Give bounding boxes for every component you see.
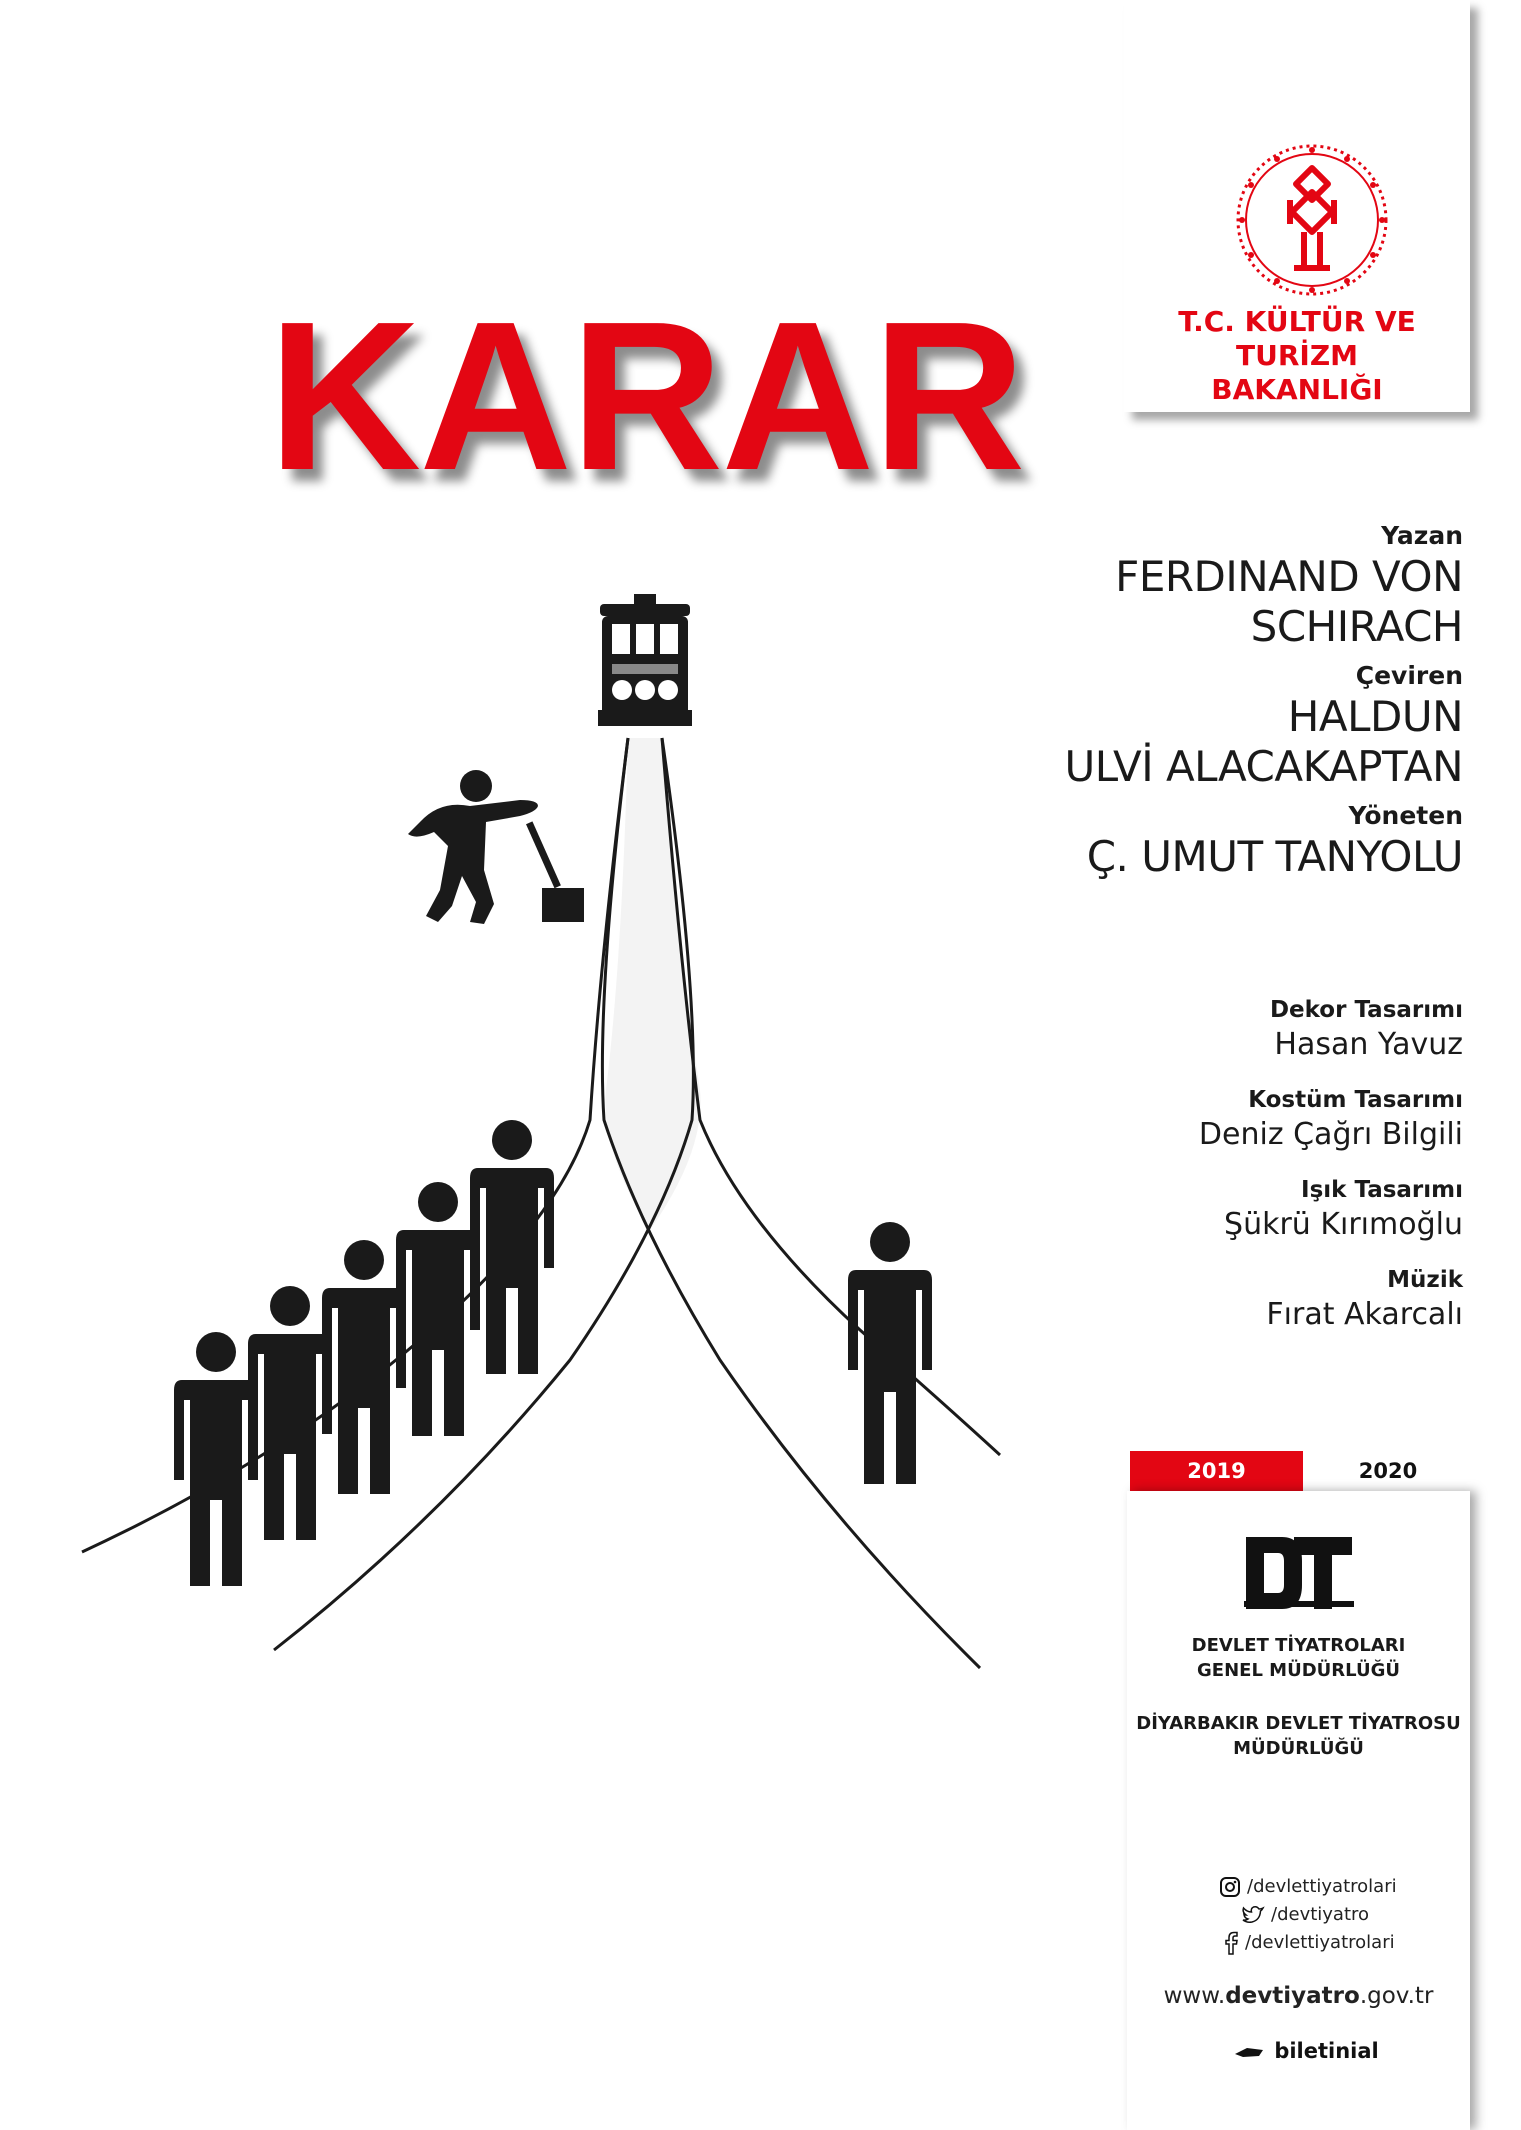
group-of-people bbox=[174, 1120, 554, 1586]
organization-box bbox=[1127, 1491, 1470, 2130]
social-facebook[interactable] bbox=[1219, 1929, 1397, 1957]
credit-role: Müzik bbox=[1387, 1267, 1463, 1293]
person-figure bbox=[322, 1240, 406, 1494]
social-instagram[interactable] bbox=[1219, 1873, 1397, 1901]
twitter-icon bbox=[1241, 1905, 1265, 1925]
ministry-box bbox=[1124, 0, 1470, 412]
credit-person: HALDUN bbox=[1287, 692, 1463, 741]
ministry-name-line1: T.C. KÜLTÜR VE TURİZM bbox=[1178, 305, 1416, 372]
credit-person: Şükrü Kırımoğlu bbox=[1224, 1207, 1463, 1242]
org-line1: DEVLET TİYATROLARI bbox=[1191, 1635, 1406, 1656]
twitter-handle: /devtiyatro bbox=[1271, 1904, 1370, 1925]
trolley-icon bbox=[598, 594, 692, 726]
credit-person: SCHIRACH bbox=[1250, 602, 1463, 651]
credit-role: Işık Tasarımı bbox=[1301, 1177, 1463, 1203]
org-line2: GENEL MÜDÜRLÜĞÜ bbox=[1197, 1660, 1400, 1681]
ticketing-name: biletinial bbox=[1274, 2039, 1379, 2063]
facebook-icon bbox=[1223, 1931, 1239, 1955]
dt-logo bbox=[1244, 1533, 1354, 1613]
credit-director bbox=[843, 800, 1463, 882]
ticket-icon bbox=[1233, 2044, 1267, 2060]
instagram-icon bbox=[1219, 1876, 1241, 1898]
website-domain: devtiyatro bbox=[1225, 1983, 1360, 2009]
credit-role: Çeviren bbox=[1355, 661, 1463, 690]
main-credits bbox=[843, 512, 1463, 882]
website-link[interactable] bbox=[1127, 1983, 1470, 2009]
ministry-seal-icon bbox=[1232, 140, 1392, 300]
social-links bbox=[1219, 1873, 1397, 1957]
design-credits bbox=[943, 975, 1463, 1335]
person-figure bbox=[396, 1182, 480, 1436]
credit-person: FERDINAND VON bbox=[1115, 552, 1463, 601]
play-title: KARAR bbox=[268, 277, 1024, 514]
instagram-handle: /devlettiyatrolari bbox=[1247, 1876, 1397, 1897]
credit-role: Kostüm Tasarımı bbox=[1248, 1087, 1463, 1113]
credit-person: Ç. UMUT TANYOLU bbox=[1086, 832, 1463, 881]
facebook-handle: /devlettiyatrolari bbox=[1245, 1932, 1395, 1953]
lone-person-icon bbox=[848, 1222, 932, 1484]
social-twitter[interactable] bbox=[1219, 1901, 1397, 1929]
season-end: 2020 bbox=[1358, 1459, 1418, 1483]
credit-person: Hasan Yavuz bbox=[1274, 1027, 1463, 1062]
ministry-name-line2: BAKANLIĞI bbox=[1211, 373, 1383, 406]
credit-role: Dekor Tasarımı bbox=[1269, 997, 1463, 1023]
credit-person: Deniz Çağrı Bilgili bbox=[1198, 1117, 1463, 1152]
credit-role: Yazan bbox=[1381, 521, 1463, 550]
org-line3: DİYARBAKIR DEVLET TİYATROSU bbox=[1136, 1713, 1461, 1734]
ticketing-logo[interactable] bbox=[1233, 2039, 1379, 2063]
credit-writer bbox=[843, 520, 1463, 652]
org-line4: MÜDÜRLÜĞÜ bbox=[1233, 1738, 1364, 1759]
credit-music bbox=[943, 1265, 1463, 1335]
credit-person: Fırat Akarcalı bbox=[1266, 1297, 1463, 1332]
credit-translator bbox=[843, 660, 1463, 792]
person-figure bbox=[470, 1120, 554, 1374]
dt-logo-icon bbox=[1244, 1533, 1354, 1613]
lever-person-icon bbox=[408, 770, 584, 924]
website-prefix: www. bbox=[1163, 1983, 1226, 2009]
credit-light-design bbox=[943, 1175, 1463, 1245]
person-figure bbox=[248, 1286, 332, 1540]
credit-role: Yöneten bbox=[1348, 801, 1463, 830]
person-figure bbox=[174, 1332, 258, 1586]
website-suffix: .gov.tr bbox=[1359, 1983, 1434, 2009]
credit-costume-design bbox=[943, 1085, 1463, 1155]
season-start: 2019 bbox=[1130, 1451, 1303, 1491]
credit-set-design bbox=[943, 995, 1463, 1065]
credit-person: ULVİ ALACAKAPTAN bbox=[1064, 742, 1463, 791]
